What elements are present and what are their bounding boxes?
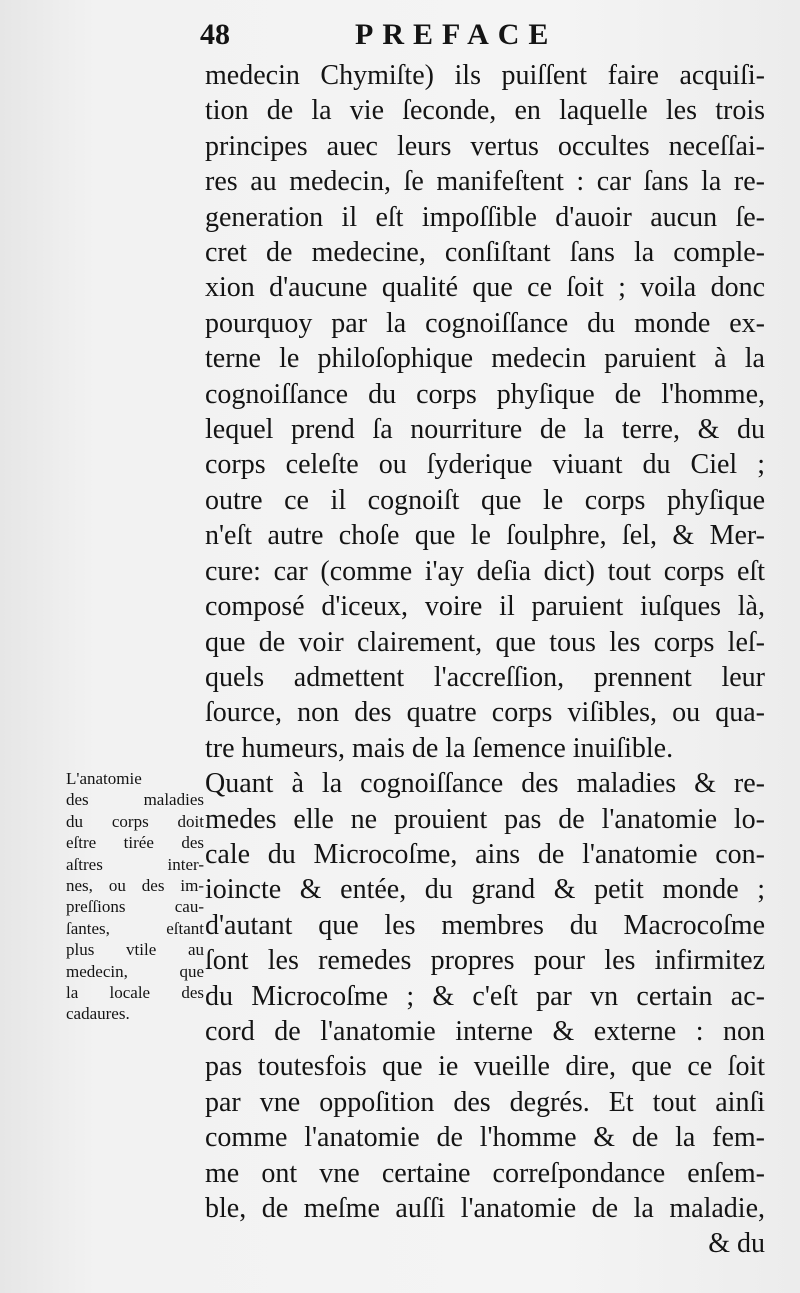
page-number: 48: [200, 18, 230, 51]
text-line: corps celeſte ou ſyderique viuant du Ciel ;: [205, 449, 765, 481]
text-line: quels admettent l'accreſſion, prennent leur: [205, 661, 765, 693]
running-head: PREFACE: [355, 18, 558, 51]
text-line: cognoiſſance du corps phyſique de l'homme,: [205, 378, 765, 410]
body-text: [205, 58, 765, 1262]
text-line: generation il eſt impoſſible d'auoir aucun ſe-: [205, 201, 765, 233]
margin-note-line: cadaures.: [66, 1004, 130, 1024]
text-line: par vne oppoſition des degrés. Et tout ainſi: [205, 1086, 765, 1118]
text-line: n'eſt autre choſe que le ſoulphre, ſel, & Mer-: [205, 520, 765, 552]
margin-note: [66, 768, 204, 1025]
text-line: ſont les remedes propres pour les infirmitez: [205, 945, 765, 977]
margin-note-line: L'anatomie: [66, 769, 142, 788]
text-line: du Microcoſme ; & c'eſt par vn certain ac-: [205, 980, 765, 1012]
margin-note-line: aſtres inter-: [66, 854, 204, 874]
text-line: res au medecin, ſe manifeſtent : car ſans la re-: [205, 166, 765, 198]
text-line: cure: car (comme i'ay deſia dict) tout corps eſt: [205, 555, 765, 587]
text-line: me ont vne certaine correſpondance enſem-: [205, 1157, 765, 1189]
margin-note-line: medecin, que: [66, 961, 204, 981]
margin-note-line: nes, ou des im-: [66, 876, 204, 896]
text-line: cale du Microcoſme, ains de l'anatomie con-: [205, 838, 765, 870]
text-line: medecin Chymiſte) ils puiſſent faire acquiſi-: [205, 60, 765, 91]
text-line: lequel prend ſa nourriture de la terre, & du: [205, 414, 765, 446]
page-header: [200, 18, 760, 58]
text-line: terne le philoſophique medecin paruient à la: [205, 343, 765, 375]
text-line: cord de l'anatomie interne & externe : non: [205, 1015, 765, 1047]
catchword: & du: [708, 1228, 765, 1260]
text-line: pas toutesfois que ie vueille dire, que ce ſoit: [205, 1051, 765, 1083]
text-line: comme l'anatomie de l'homme & de la fem-: [205, 1122, 765, 1154]
margin-note-line: preſſions cau-: [66, 897, 204, 917]
text-line: medes elle ne prouient pas de l'anatomie lo-: [205, 803, 765, 835]
margin-note-line: ſantes, eſtant: [66, 918, 204, 938]
text-line: tre humeurs, mais de la ſemence inuiſible.: [205, 732, 674, 764]
text-line: tion de la vie ſeconde, en laquelle les trois: [205, 95, 765, 127]
text-line: outre ce il cognoiſt que le corps phyſique: [205, 484, 765, 516]
margin-note-line: des maladies: [66, 790, 204, 810]
text-line: ioincte & entée, du grand & petit monde ;: [205, 874, 765, 906]
margin-note-line: eſtre tirée des: [66, 833, 204, 853]
margin-note-line: du corps doit: [66, 811, 204, 831]
margin-note-line: la locale des: [66, 983, 204, 1003]
text-line: principes auec leurs vertus occultes neceſſai-: [205, 130, 765, 162]
text-line: Quant à la cognoiſſance des maladies & re-: [205, 768, 765, 800]
margin-note-line: plus vtile au: [66, 940, 204, 960]
text-line: ſource, non des quatre corps viſibles, ou qua-: [205, 697, 765, 729]
text-line: composé d'iceux, voire il paruient iuſques là,: [205, 591, 765, 623]
text-line: xion d'aucune qualité que ce ſoit ; voila donc: [205, 272, 765, 304]
text-line: ble, de meſme auſſi l'anatomie de la maladie,: [205, 1193, 765, 1224]
text-line: que de voir clairement, que tous les corps leſ-: [205, 626, 765, 658]
text-line: pourquoy par la cognoiſſance du monde ex-: [205, 307, 765, 339]
text-line: d'autant que les membres du Macrocoſme: [205, 909, 765, 941]
text-line: cret de medecine, conſiſtant ſans la comple-: [205, 237, 765, 269]
